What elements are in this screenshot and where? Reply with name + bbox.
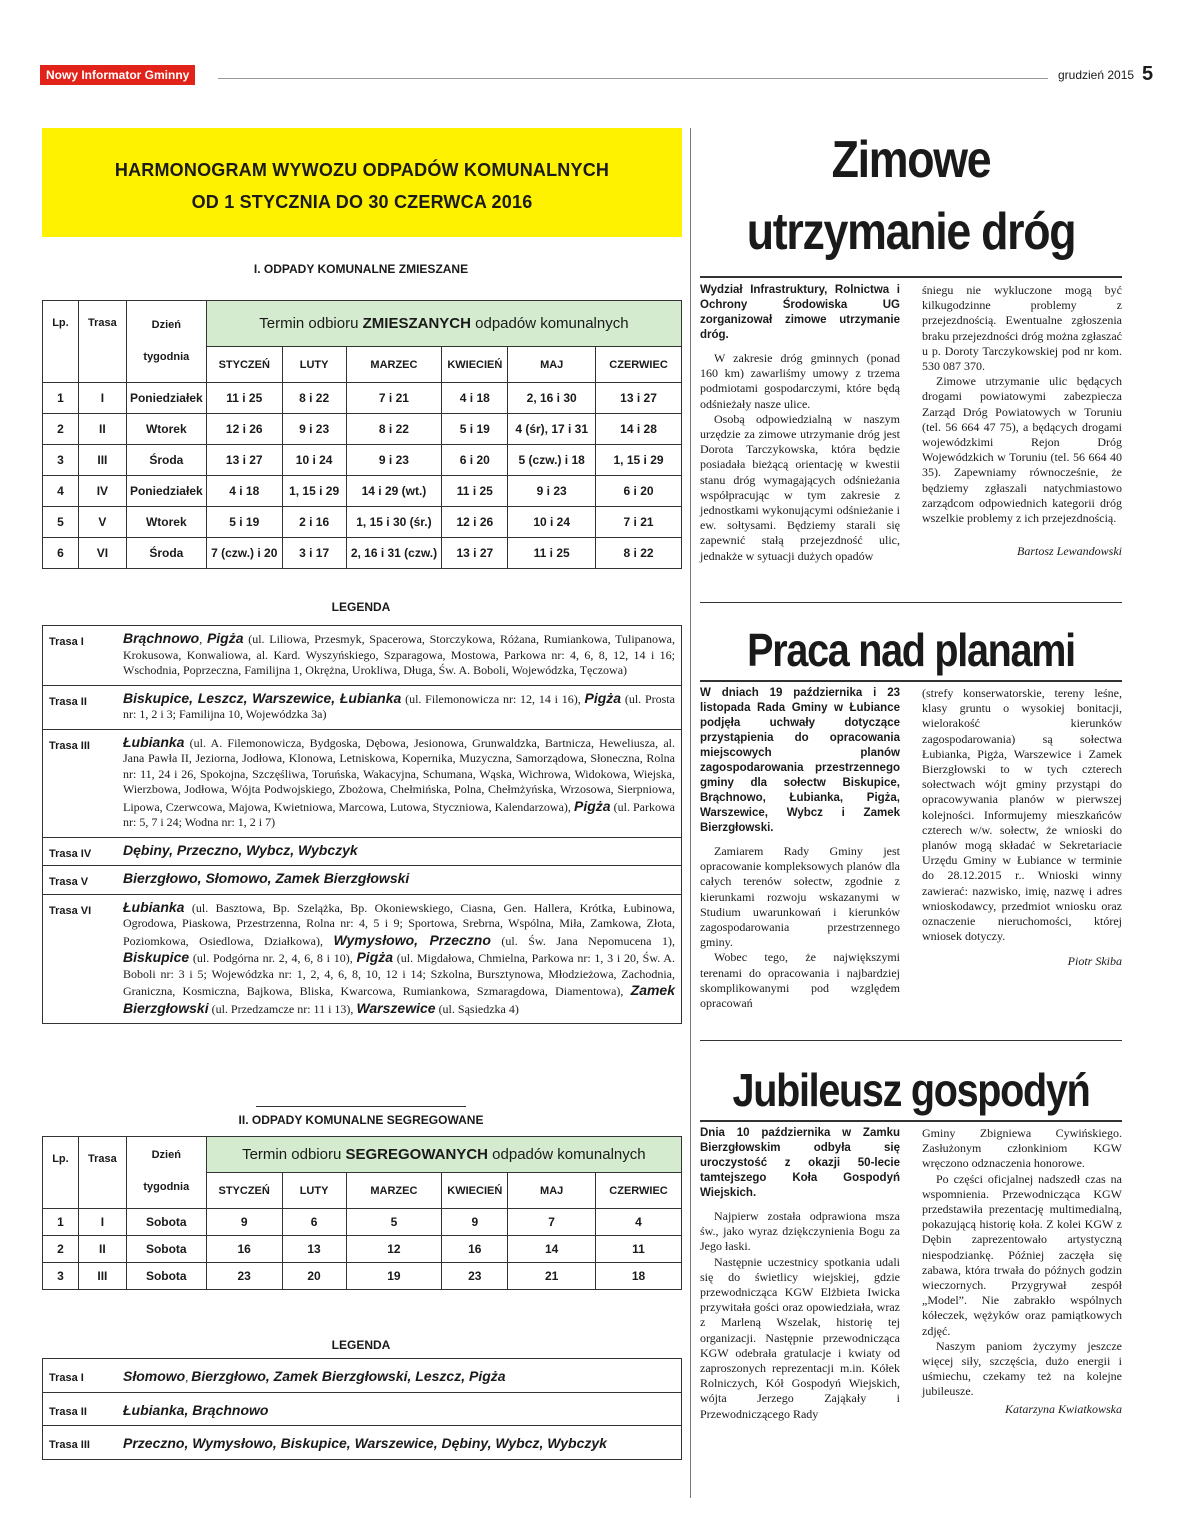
locality-name: Wymysłowo, Przeczno — [333, 931, 491, 948]
street-list: (ul. Sąsiedzka 4) — [435, 1001, 519, 1016]
table-cell: 23 — [442, 1263, 508, 1290]
publication-name: Nowy Informator Gminny — [40, 65, 195, 85]
table-cell: 11 i 25 — [508, 538, 596, 569]
street-list: (ul. Liliowa, Przesmyk, Spacerowa, Storczykowa, Różana, Rumiankowa, Tulipanowa, Krokusowa, Konwaliowa, al. Kard. Wyszyńskiego, Szparagowa, Mostowa, Parkowa nr: 4, 6, 8, 12, 14 i 16; Wschodnia, Poprzeczna, Familijna 1, Okrężna, Urokliwa, Długa, Św. A. Boboli, Wojewódzka, Tęczowa) — [123, 632, 676, 677]
table-cell: 8 i 22 — [282, 383, 346, 414]
locality-name: Zamek Bierzgłowski — [123, 982, 675, 1016]
table-cell: 6 i 20 — [596, 476, 682, 507]
street-list: (ul. Podgórna nr. 2, 4, 6, 8 i 10), — [189, 951, 357, 965]
legend-route-text — [121, 626, 681, 685]
street-list: (ul. Parkowa nr: 5, 7 i 24; Wodna nr: 1, 2 i 7) — [123, 799, 675, 829]
table-cell: 6 i 20 — [442, 445, 508, 476]
col-day-header — [126, 301, 206, 383]
table-cell: 9 i 23 — [282, 414, 346, 445]
table-cell: 7 (czw.) i 20 — [206, 538, 282, 569]
table-cell: 4 (śr), 17 i 31 — [508, 414, 596, 445]
table-row — [43, 1209, 682, 1236]
table-cell: 3 — [43, 445, 79, 476]
month-header: MAJ — [508, 347, 596, 383]
article-1-rule — [700, 276, 1122, 278]
table-cell: 8 i 22 — [596, 538, 682, 569]
table-cell: Środa — [126, 445, 206, 476]
table-cell: 14 — [508, 1236, 596, 1263]
table-cell: 4 i 18 — [206, 476, 282, 507]
table-cell: 2 — [43, 1236, 79, 1263]
article-2-title: Praca nad planami — [747, 624, 1075, 676]
article-3-paragraph: Naszym paniom życzymy jeszcze więcej siły, szczęścia, dużo energii i uśmiechu, czekamy też na kolejne jubileusze. — [922, 1338, 1122, 1399]
col-trasa-header: Trasa — [78, 301, 126, 383]
table-cell: 4 — [596, 1209, 682, 1236]
article-3-paragraph: Gminy Zbigniewa Cywińskiego. Zasłużonym członkiniom KGW wręczono odznaczenia honorowe. — [922, 1126, 1122, 1171]
legend-row — [43, 1425, 681, 1459]
table-row — [43, 414, 682, 445]
legend-route-label: Trasa III — [49, 1439, 90, 1451]
table-cell: 3 — [43, 1263, 79, 1290]
table-cell: 11 i 25 — [206, 383, 282, 414]
table-row — [43, 476, 682, 507]
legend-row — [43, 837, 681, 866]
article-3-title: Jubileusz gospodyń — [732, 1064, 1090, 1116]
section-1-title: I. ODPADY KOMUNALNE ZMIESZANE — [253, 262, 469, 276]
table-row — [43, 1236, 682, 1263]
table-cell: Sobota — [126, 1209, 206, 1236]
table-cell: 1 — [43, 1209, 79, 1236]
legend-row — [43, 1359, 681, 1392]
table-cell: 14 i 28 — [596, 414, 682, 445]
legend-route-text — [121, 895, 681, 1024]
header-rule — [218, 78, 1048, 79]
col-lp-header: Lp. — [43, 301, 79, 383]
issue-date: grudzień 2015 — [1058, 68, 1135, 82]
table-row — [43, 1263, 682, 1290]
legend-route-text — [121, 1426, 681, 1459]
street-list: (ul. Filemonowicza nr: 12, 14 i 16), — [401, 691, 585, 706]
group-bold: ZMIESZANYCH — [362, 315, 471, 332]
article-1-body — [700, 283, 1122, 564]
table-cell: 13 — [282, 1236, 346, 1263]
table-cell: Poniedziałek — [126, 476, 206, 507]
article-2-paragraph: (strefy konserwatorskie, tereny leśne, klasy gruntu o wysokiej bonitacji, wielorakość kierunków zagospodarowania) są sołectwa Łubianka, Pigża, Warszewice i Zamek Bierzgłowski to w tych czterech sołectwach wójt gminy przystąpi do opracowywania planów w pierwszej kolejności. Informujemy mieszkańców czterech w/w. sołectw, że wnioski do planów mogą składać w Sekretariacie Urzędu Gminy w Łubiance w terminie do 28.12.2015 r.. Wnioski winny zawierać: nazwisko, imię, nazwę i adres wnioskodawcy, przedmiot wniosku oraz oznaczenie nieruchomości, której wniosek dotyczy. — [922, 686, 1122, 944]
article-2-lead: W dniach 19 października i 23 listopada Rada Gminy w Łubiance podjęła uchwały dotyczące przystąpienia do opracowania miejscowych planów zagospodarowania przestrzennego gminy dla sołectw Biskupice, Brąchnowo, Łubianka, Pigża, Warszewice, Wybcz i Zamek Bierzgłowski. — [700, 687, 900, 834]
table-row — [43, 507, 682, 538]
table-cell: 23 — [206, 1263, 282, 1290]
table-cell: 5 i 19 — [206, 507, 282, 538]
group-bold: SEGREGOWANYCH — [345, 1146, 488, 1163]
legend-row — [43, 894, 681, 1024]
section-2-title — [40, 1106, 682, 1127]
article-2-paragraph: Zamiarem Rady Gminy jest opracowanie kompleksowych planów dla całych terenów sołectw, zgodnie z kierunkami rozwoju wskazanymi w Studium uwarunkowań i kierunków zagospodarowania przestrzennego gminy. — [700, 844, 900, 950]
article-1-end-rule — [700, 602, 1122, 603]
table-cell: 9 i 23 — [508, 476, 596, 507]
col-day-label: Dzień — [151, 1149, 181, 1161]
locality-name: Słomowo — [123, 1368, 186, 1384]
table-cell: 7 i 21 — [346, 383, 442, 414]
street-list: (ul. A. Filemonowicza, Bydgoska, Dębowa, Jesionowa, Grunwaldzka, Bartnicza, Heweliusza, al. Jana Pawła II, Jeziorna, Jodłowa, Klonowa, Letniskowa, Kopernika, Muzyczna, Samorządowa, Słoneczna, Rolna nr: 11, 24 i 26, Spokojna, Szczęśliwa, Toruńska, Wakacyjna, Schumana, Wąska, Wichrowa, Widokowa, Wiejska, Wierzbowa, Jodłowa, Wójta Podwojskiego, Zbożowa, Chełmińska, Polna, Chełmżyńska, Wrzosowa, Sierpniowa, Lipowa, Czerwcowa, Majowa, Kwietniowa, Marcowa, Lutowa, Styczniowa, Kalendarzowa), — [123, 735, 675, 814]
article-3-signature: Katarzyna Kwiatkowska — [1004, 1401, 1122, 1416]
month-header: MAJ — [508, 1173, 596, 1209]
segregated-waste-table — [42, 1136, 682, 1290]
table-cell: II — [78, 1236, 126, 1263]
month-header: LUTY — [282, 1173, 346, 1209]
article-3-col-1 — [700, 1126, 900, 1422]
table-cell: 10 i 24 — [282, 445, 346, 476]
article-3-rule — [700, 1120, 1122, 1122]
table-cell: 9 i 23 — [346, 445, 442, 476]
article-2-col-1 — [700, 686, 900, 1011]
locality-name: Bierzgłowo, Słomowo, Zamek Bierzgłowski — [123, 870, 410, 886]
table-cell: 14 i 29 (wt.) — [346, 476, 442, 507]
month-header: CZERWIEC — [596, 347, 682, 383]
table-cell: 5 — [43, 507, 79, 538]
mixed-waste-table — [42, 300, 682, 569]
table-cell: 11 — [596, 1236, 682, 1263]
table-cell: III — [78, 445, 126, 476]
table-cell: 16 — [442, 1236, 508, 1263]
table-cell: 2 — [43, 414, 79, 445]
article-3-paragraph: Następnie uczestnicy spotkania udali się do świetlicy wiejskiej, gdzie przewodnicząca KGW Elżbieta Iwicka przywitała gości oraz opowiedziała, wraz z Marleną Wszelak, historię tej organizacji. Następnie przewodnicząca KGW odebrała gratulacje i kwiaty od zaproszonych reprezentacji m.in. Kółek Rolniczych, Kół Gospodyń Wiejskich, wójta Jerzego Zająkały i Przewodniczącego Rady — [700, 1254, 900, 1421]
article-1-paragraph: W zakresie dróg gminnych (ponad 160 km) zawarliśmy umowy z trzema podmiotami gospodarczymi, które będą odśnieżały nasze ulice. — [700, 351, 900, 411]
table-cell: 16 — [206, 1236, 282, 1263]
segregated-legend — [42, 1358, 682, 1460]
table-cell: 12 — [346, 1236, 442, 1263]
col-trasa-header: Trasa — [78, 1137, 126, 1209]
legend-route-text — [121, 730, 681, 837]
table-cell: 12 i 26 — [442, 507, 508, 538]
table-cell: VI — [78, 538, 126, 569]
locality-name: Łubianka, Brąchnowo — [123, 1401, 269, 1418]
legend-row — [43, 1392, 681, 1426]
table-cell: 6 — [282, 1209, 346, 1236]
street-list: , — [199, 632, 207, 646]
locality-name: Pigża — [573, 797, 611, 814]
col-day-header — [126, 1137, 206, 1209]
table-cell: IV — [78, 476, 126, 507]
col-day-label: Dzień — [151, 319, 181, 331]
article-1-title-line-2: utrzymanie dróg — [746, 203, 1076, 261]
locality-name: Warszewice — [356, 999, 436, 1016]
street-list: (ul. Przedzamcze nr: 11 i 13), — [208, 1001, 357, 1016]
article-2-end-rule — [700, 1040, 1122, 1041]
table-cell: Środa — [126, 538, 206, 569]
legend-route-text — [121, 838, 681, 866]
table-cell: 9 — [442, 1209, 508, 1236]
group-prefix: Termin odbioru — [242, 1146, 346, 1163]
table-cell: 21 — [508, 1263, 596, 1290]
table-cell: 12 i 26 — [206, 414, 282, 445]
group-suffix: odpadów komunalnych — [470, 315, 629, 332]
table-cell: 4 i 18 — [442, 383, 508, 414]
legend-route-label: Trasa III — [49, 739, 90, 752]
article-1-col-1 — [700, 283, 900, 564]
legend-2-title: LEGENDA — [331, 1338, 391, 1352]
table-row — [43, 445, 682, 476]
legend-route-text — [121, 1393, 681, 1426]
legend-route-text — [121, 866, 681, 894]
table-cell: 20 — [282, 1263, 346, 1290]
article-1-signature: Bartosz Lewandowski — [1016, 544, 1122, 559]
section-2-title-text: II. ODPADY KOMUNALNE SEGREGOWANE — [238, 1113, 484, 1127]
page-number: 5 — [1142, 63, 1154, 85]
legend-route-label: Trasa I — [49, 636, 84, 648]
mixed-legend — [42, 625, 682, 1024]
month-header: CZERWIEC — [596, 1173, 682, 1209]
article-3-paragraph: Najpierw została odprawiona msza św., jako wyraz dziękczynienia Bogu za Jego łaski. — [700, 1209, 900, 1254]
month-header: MARZEC — [346, 1173, 442, 1209]
street-list: , — [185, 1370, 192, 1384]
article-2-col-2 — [922, 686, 1122, 1011]
table-cell: 4 — [43, 476, 79, 507]
legend-route-text — [121, 686, 681, 729]
legend-route-text — [121, 1359, 681, 1392]
table-cell: Sobota — [126, 1236, 206, 1263]
table-cell: Poniedziałek — [126, 383, 206, 414]
page-header — [40, 63, 1160, 87]
article-2-body — [700, 686, 1122, 1011]
month-header: MARZEC — [346, 347, 442, 383]
legend-route-label: Trasa V — [49, 876, 89, 888]
locality-name: Pigża — [206, 630, 244, 646]
table-cell: 5 (czw.) i 18 — [508, 445, 596, 476]
locality-name: Łubianka — [123, 898, 185, 915]
month-header: LUTY — [282, 347, 346, 383]
table-cell: 6 — [43, 538, 79, 569]
col-day-label-2: tygodnia — [143, 1181, 190, 1193]
legend-row — [43, 626, 681, 685]
table-cell: 1 — [43, 383, 79, 414]
article-1-title-line-1: Zimowe — [831, 131, 991, 189]
article-3-lead: Dnia 10 października w Zamku Bierzgłowskim odbyła się uroczystość z okazji 50-lecie tamtejszego Koła Gospodyń Wiejskich. — [700, 1127, 900, 1199]
table-cell: II — [78, 414, 126, 445]
table-cell: 19 — [346, 1263, 442, 1290]
table-cell: 13 i 27 — [206, 445, 282, 476]
locality-name: Biskupice, Leszcz, Warszewice, Łubianka — [123, 689, 402, 706]
article-1-paragraph: śniegu nie wykluczone mogą być kilkugodzinne problemy z przejezdnością. Ewentualne zgłoszenia braku przejezdności dróg można zgłaszać u p. Doroty Tarczykowskiej pod nr kom. 530 087 370. — [922, 283, 1122, 374]
table-row — [43, 538, 682, 569]
legend-row — [43, 685, 681, 729]
article-2-rule — [700, 680, 1122, 682]
article-2-paragraph: Wobec tego, że największymi terenami do opracowania i najbardziej skomplikowanymi pod względem opracowań — [700, 950, 900, 1011]
legend-route-label: Trasa II — [49, 1405, 87, 1418]
legend-route-label: Trasa IV — [49, 847, 92, 860]
article-1-col-2 — [922, 283, 1122, 564]
article-1-paragraph: Zimowe utrzymanie ulic będących drogami powiatowymi zabezpiecza Zarząd Dróg Powiatowych w Toruniu (tel. 56 664 47 75), a będących drogami wojewódzkimi Rejon Dróg Wojewódzkich w Toruniu (tel. 56 664 40 35). Zapewniamy równocześnie, że będziemy zgłaszali natychmiastowo zarządcom odpowiednich kategorii dróg wszelkie problemy z ich przejezdnością. — [922, 374, 1122, 526]
article-1-lead: Wydział Infrastruktury, Rolnictwa i Ochrony Środowiska UG zorganizował zimowe utrzymanie dróg. — [700, 284, 900, 341]
month-header: STYCZEŃ — [206, 347, 282, 383]
banner-line-1: HARMONOGRAM WYWOZU ODPADÓW KOMUNALNYCH — [114, 160, 610, 180]
legend-1-title: LEGENDA — [331, 600, 391, 614]
locality-name: Przeczno, Wymysłowo, Biskupice, Warszewice, Dębiny, Wybcz, Wybczyk — [123, 1435, 607, 1451]
table-cell: 13 i 27 — [596, 383, 682, 414]
month-header: KWIECIEŃ — [442, 347, 508, 383]
col-lp-header: Lp. — [43, 1137, 79, 1209]
table-cell: Wtorek — [126, 507, 206, 538]
locality-name: Brąchnowo — [123, 630, 200, 646]
table-cell: 5 — [346, 1209, 442, 1236]
street-list: (ul. Migdałowa, Chmielna, Parkowa nr: 1, 3 i 20, Św. A. Boboli nr: 3 i 5; Wojewódzka nr: 1, 2, 4, 6, 8, 10, 12 i 14; Szkolna, Bursztynowa, Młodzieżowa, Zachodnia, Graniczna, Kosmiczna, Bajkowa, Bliska, Kwarcowa, Rumiankowa, Szmaragdowa, Diamentowa), — [123, 951, 675, 998]
table-cell: 2, 16 i 30 — [508, 383, 596, 414]
locality-name: Biskupice — [123, 949, 190, 965]
table-cell: 1, 15 i 30 (śr.) — [346, 507, 442, 538]
article-3-col-2 — [922, 1126, 1122, 1422]
table-cell: 3 i 17 — [282, 538, 346, 569]
table-cell: Sobota — [126, 1263, 206, 1290]
street-list: (ul. Prosta nr: 1, 2 i 3; Familijna 10, Wojewódzka 3a) — [123, 691, 675, 721]
table-cell: 7 i 21 — [596, 507, 682, 538]
locality-name: Dębiny, Przeczno, Wybcz, Wybczyk — [123, 841, 358, 858]
table-row — [43, 383, 682, 414]
table-cell: Wtorek — [126, 414, 206, 445]
table-cell: 11 i 25 — [442, 476, 508, 507]
table-cell: 7 — [508, 1209, 596, 1236]
month-header: KWIECIEŃ — [442, 1173, 508, 1209]
col-day-label-2: tygodnia — [143, 351, 190, 363]
table-cell: I — [78, 383, 126, 414]
table-cell: 1, 15 i 29 — [282, 476, 346, 507]
table-cell: 10 i 24 — [508, 507, 596, 538]
legend-route-label: Trasa VI — [49, 904, 92, 917]
table-cell: III — [78, 1263, 126, 1290]
legend-route-label: Trasa II — [49, 695, 87, 708]
street-list: (ul. Św. Jana Nepomucena 1), — [490, 933, 675, 948]
locality-name: Pigża — [584, 689, 622, 706]
banner-line-2: OD 1 STYCZNIA DO 30 CZERWCA 2016 — [191, 192, 533, 212]
month-header: STYCZEŃ — [206, 1173, 282, 1209]
table-cell: I — [78, 1209, 126, 1236]
table-cell: 18 — [596, 1263, 682, 1290]
group-prefix: Termin odbioru — [259, 315, 363, 332]
table-cell: 9 — [206, 1209, 282, 1236]
locality-name: Pigża — [356, 949, 394, 965]
legend-row — [43, 729, 681, 837]
table-cell: 5 i 19 — [442, 414, 508, 445]
column-divider — [690, 128, 691, 1498]
locality-name: Bierzgłowo, Zamek Bierzgłowski, Leszcz, Pigża — [191, 1368, 506, 1384]
table-cell: 13 i 27 — [442, 538, 508, 569]
legend-route-label: Trasa I — [49, 1372, 84, 1384]
legend-row — [43, 865, 681, 894]
mixed-group-header — [206, 301, 681, 347]
segregated-group-header — [206, 1137, 681, 1173]
table-cell: 1, 15 i 29 — [596, 445, 682, 476]
table-cell: 2 i 16 — [282, 507, 346, 538]
table-cell: 8 i 22 — [346, 414, 442, 445]
article-3-body — [700, 1126, 1122, 1422]
table-cell: V — [78, 507, 126, 538]
street-list: (ul. Basztowa, Bp. Szelążka, Bp. Okoniewskiego, Ciasna, Gen. Hallera, Krótka, Łubinowa, Ogrodowa, Piaskowa, Przestrzenna, Rolna nr: 4, 5 i 9; Sportowa, Srebrna, Wspólna, Miła, Zamkowa, Złota, Poziomkowa, Osiedlowa, Działkowa), — [123, 900, 675, 948]
group-suffix: odpadów komunalnych — [488, 1146, 646, 1163]
article-3-paragraph: Po części oficjalnej nadszedł czas na wspomnienia. Przewodnicząca KGW przedstawiła prezentację multimedialną, pokazującą historię koła. Z kolei KGW z Dębin zaprezentowało artystyczną niespodziankę. Później zaczęła się zabawa, która trwała do późnych godzin wieczornych. Przygrywał zespół „Model”. Nie zabrakło wspólnych kółeczek, wężyków oraz pamiątkowych zdjęć. — [922, 1171, 1122, 1338]
article-1-paragraph: Osobą odpowiedzialną w naszym urzędzie za zimowe utrzymanie dróg jest Dorota Tarczykowska, która będzie posiadała bieżącą orientację w kwestii stanu dróg wymagających odśnieżania współpracując w tym zakresie z jednostkami wykonującymi odśnieżanie i ew. sołtysami. Będziemy starali się zapewnić stałą przejezdność ulic, jednakże w sytuacji dużych opadów — [700, 411, 900, 563]
table-cell: 2, 16 i 31 (czw.) — [346, 538, 442, 569]
schedule-banner — [42, 128, 682, 237]
locality-name: Łubianka — [123, 733, 185, 750]
article-2-signature: Piotr Skiba — [1067, 954, 1122, 969]
